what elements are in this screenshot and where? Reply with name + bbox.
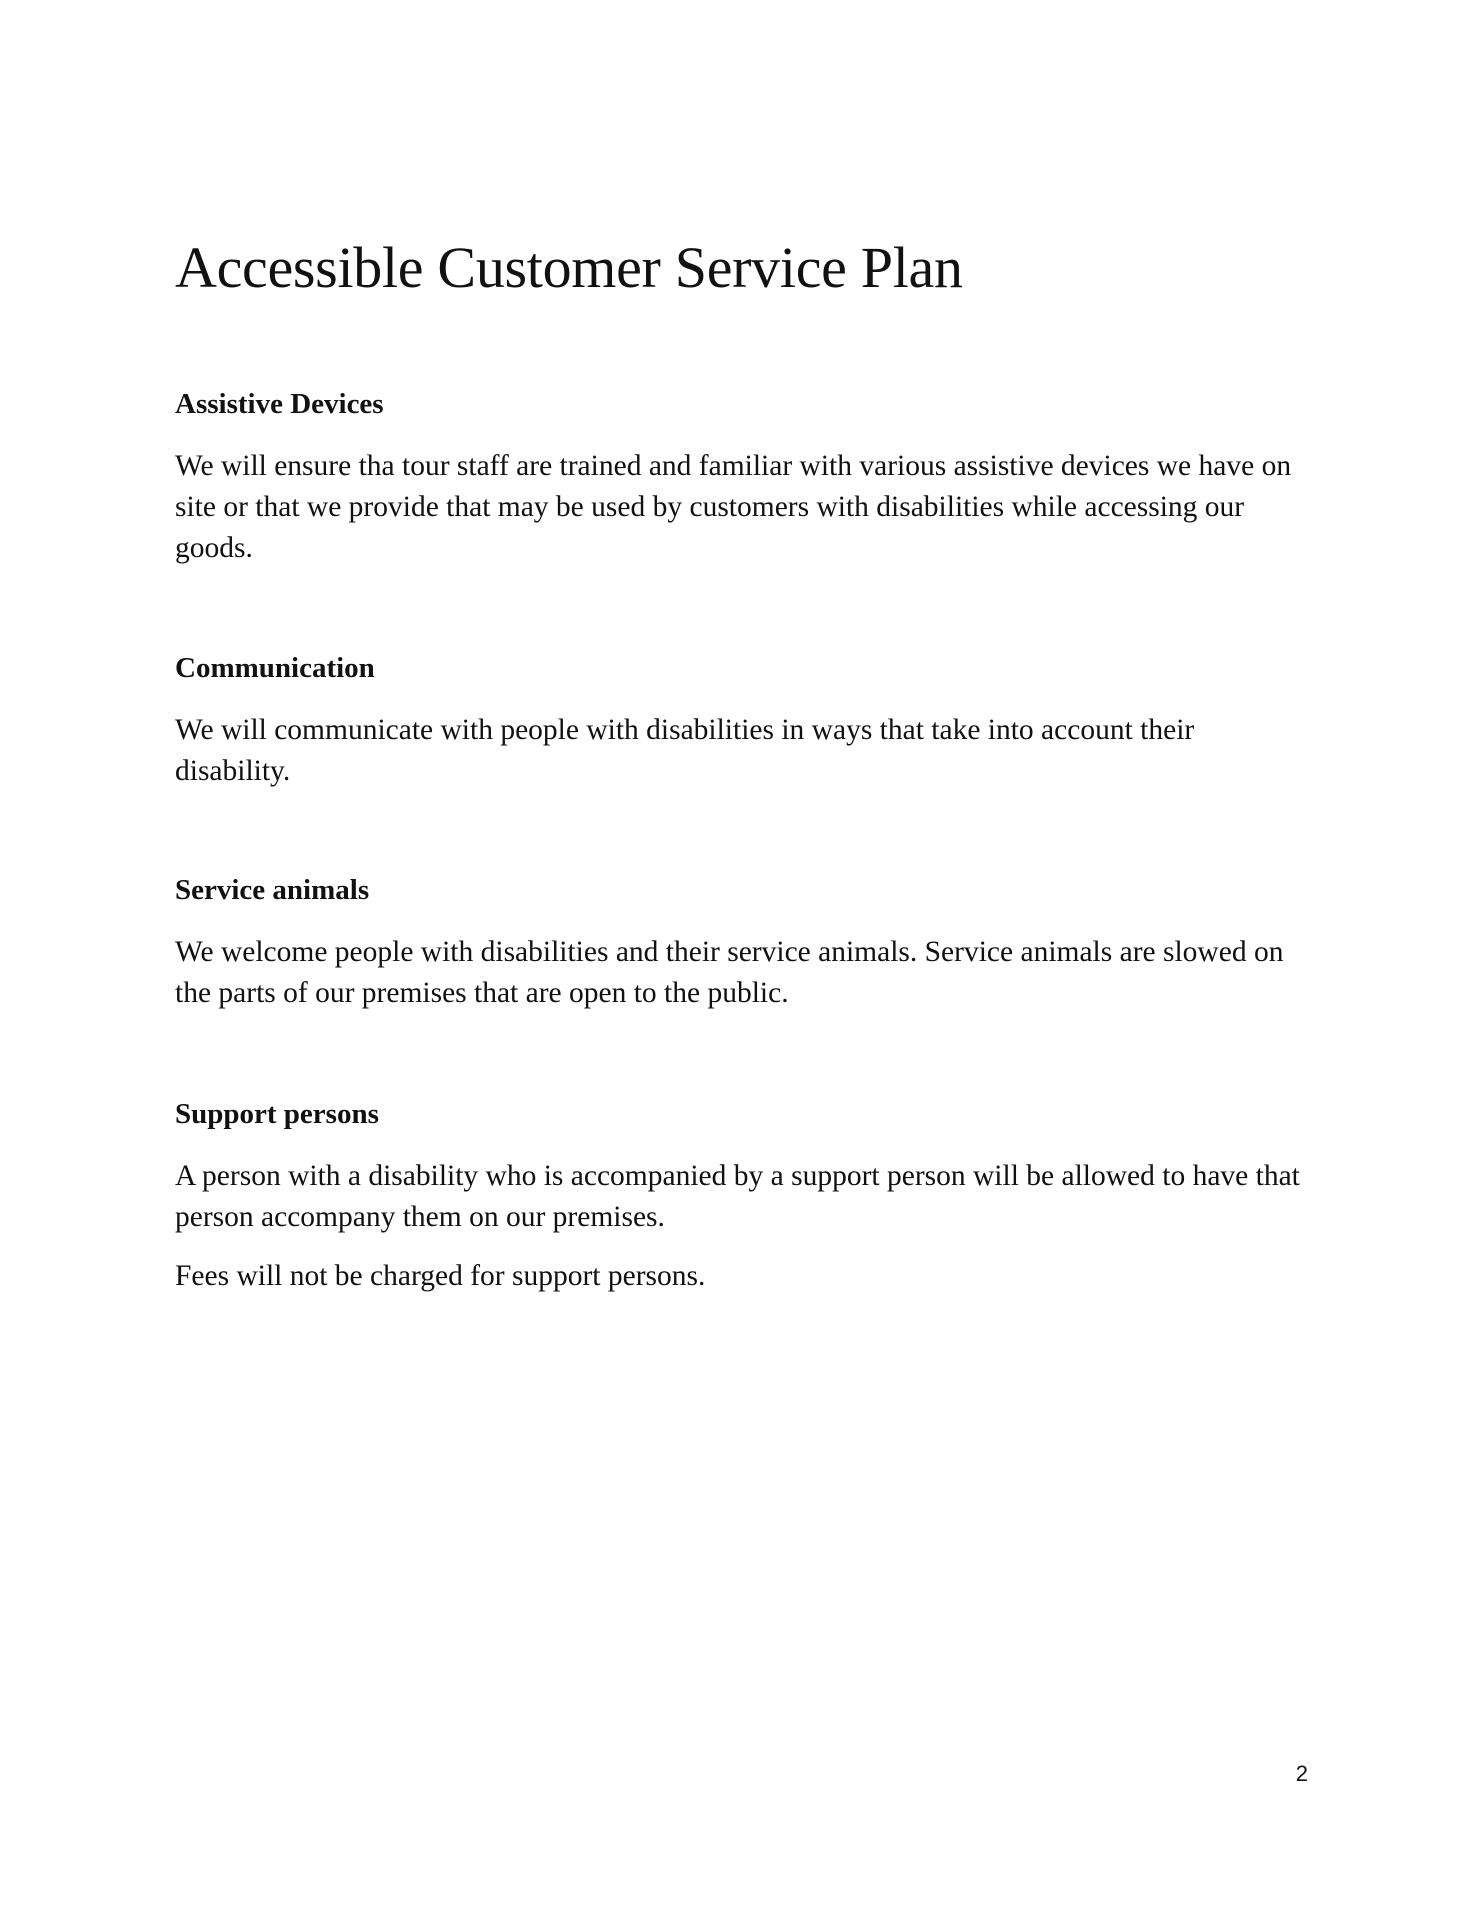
section-heading: Service animals — [175, 874, 370, 906]
section-paragraph: We will communicate with people with disabilities in ways that take into account their disability. — [175, 714, 1195, 787]
page-number: 2 — [1295, 1761, 1308, 1786]
section-paragraph: We will ensure tha tour staff are trained and familiar with various assistive devices we have on site or that we provide that may be used by customers with disabilities while accessing our goods. — [175, 450, 1292, 564]
section-heading: Assistive Devices — [175, 388, 384, 420]
section-heading: Communication — [175, 652, 375, 684]
section-assistive-devices — [175, 384, 1315, 569]
section-paragraph: A person with a disability who is accompanied by a support person will be allowed to have that person accompany them on our premises. — [175, 1160, 1300, 1233]
section-communication — [175, 648, 1315, 792]
section-paragraph: We welcome people with disabilities and their service animals. Service animals are slowed on the parts of our premises that are open to the public. — [175, 936, 1284, 1009]
section-heading: Support persons — [175, 1098, 379, 1130]
section-service-animals — [175, 870, 1315, 1014]
section-support-persons — [175, 1094, 1315, 1297]
page-title: Accessible Customer Service Plan — [175, 235, 963, 300]
section-paragraph: Fees will not be charged for support persons. — [175, 1260, 706, 1292]
